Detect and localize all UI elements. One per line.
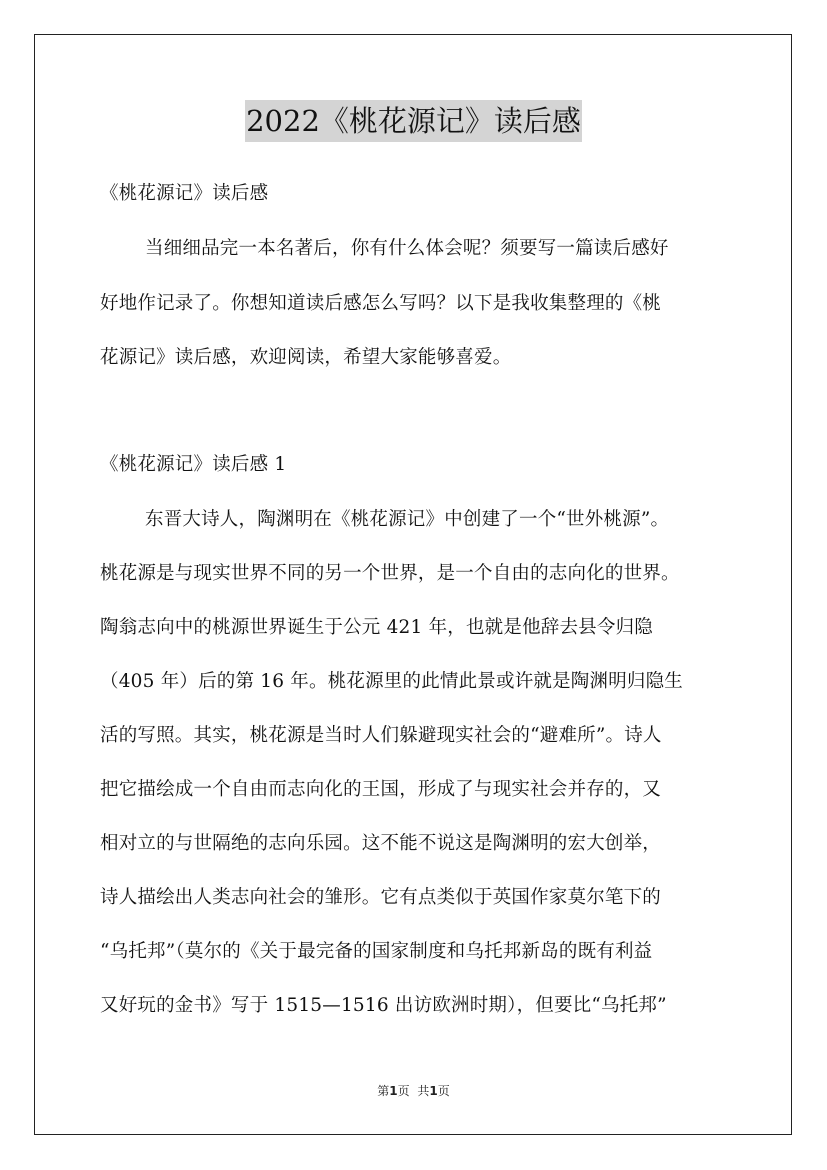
- body-line: 把它描绘成一个自由而志向化的王国，形成了与现实社会并存的，又: [100, 779, 662, 800]
- intro-line: 花源记》读后感，欢迎阅读，希望大家能够喜爱。: [100, 347, 512, 368]
- body-line: 诗人描绘出人类志向社会的雏形。它有点类似于英国作家莫尔笔下的: [100, 887, 662, 908]
- document-title: 2022《桃花源记》读后感: [245, 100, 582, 142]
- page-footer: [0, 1082, 827, 1099]
- total-label-suffix: 页: [437, 1084, 450, 1098]
- page-number: 1: [389, 1084, 398, 1098]
- section-heading: 《桃花源记》读后感 1: [100, 454, 287, 475]
- body-line: “乌托邦”（莫尔的《关于最完备的国家制度和乌托邦新岛的既有利益: [100, 941, 653, 962]
- intro-line: 当细细品完一本名著后，你有什么体会呢？须要写一篇读后感好: [145, 238, 669, 259]
- body-line: 陶翁志向中的桃源世界诞生于公元 421 年，也就是他辞去县令归隐: [100, 617, 653, 638]
- page-label-suffix: 页: [397, 1084, 410, 1098]
- total-label-prefix: 共: [417, 1084, 430, 1098]
- document-subtitle: 《桃花源记》读后感: [100, 183, 269, 204]
- intro-line: 好地作记录了。你想知道读后感怎么写吗？以下是我收集整理的《桃: [100, 293, 662, 314]
- title-container: [0, 100, 827, 142]
- body-line: （405 年）后的第 16 年。桃花源里的此情此景或许就是陶渊明归隐生: [100, 671, 683, 692]
- page-label-prefix: 第: [377, 1084, 390, 1098]
- total-pages: 1: [429, 1084, 438, 1098]
- body-line: 东晋大诗人，陶渊明在《桃花源记》中创建了一个“世外桃源”。: [145, 509, 670, 530]
- body-line: 又好玩的金书》写于 1515—1516 出访欧洲时期），但要比“乌托邦”: [100, 995, 667, 1016]
- body-line: 相对立的与世隔绝的志向乐园。这不能不说这是陶渊明的宏大创举，: [100, 833, 662, 854]
- body-line: 活的写照。其实，桃花源是当时人们躲避现实社会的“避难所”。诗人: [100, 725, 662, 746]
- body-line: 桃花源是与现实世界不同的另一个世界，是一个自由的志向化的世界。: [100, 563, 680, 584]
